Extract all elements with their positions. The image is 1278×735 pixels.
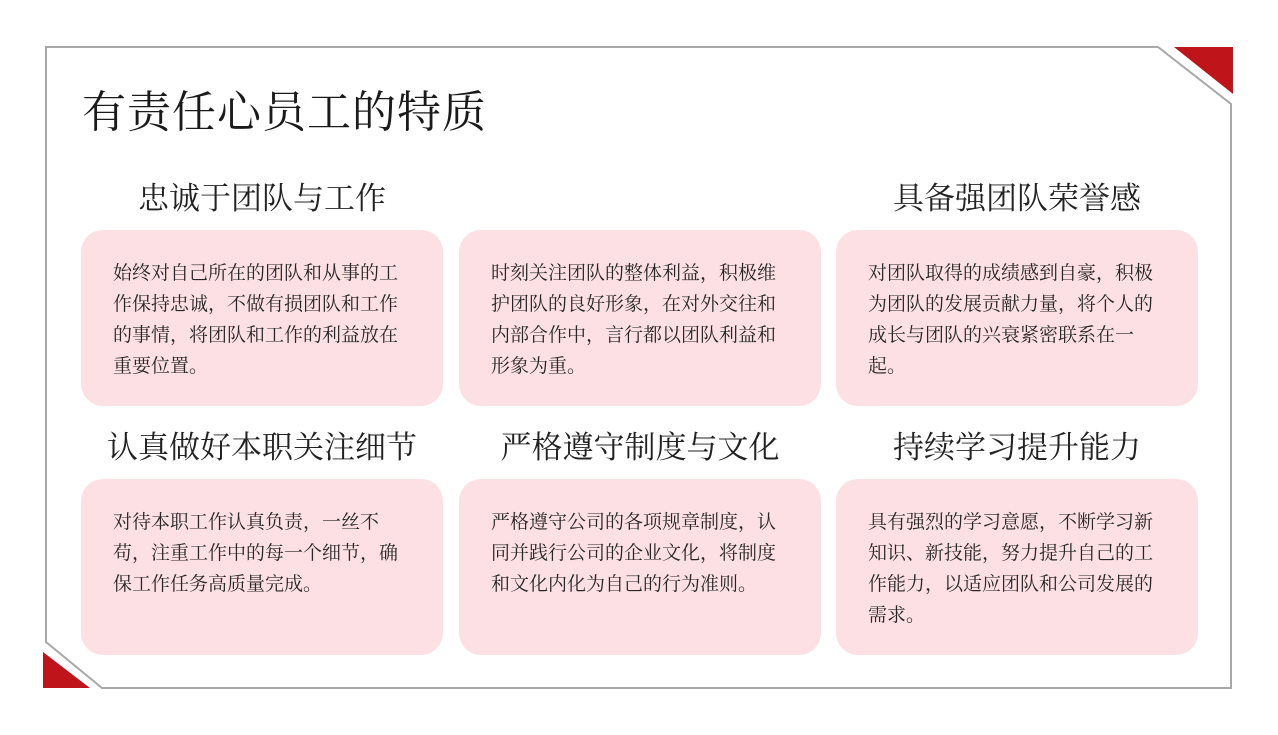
trait-text-compliance: 严格遵守公司的各项规章制度，认同并践行公司的企业文化，将制度和文化内化为自己的行为准则。 [491,511,777,595]
trait-card-compliance [459,479,821,655]
slide-title: 有责任心员工的特质 [82,87,487,138]
trait-card-diligence [81,479,443,655]
trait-heading-team-honor: 具备强团队荣誉感 [893,181,1141,217]
trait-card-loyalty [81,230,443,406]
trait-card-team-honor [836,230,1198,406]
trait-text-learning: 具有强烈的学习意愿，不断学习新知识、新技能，努力提升自己的工作能力，以适应团队和公司发展的需求。 [868,511,1154,626]
trait-card-learning [836,479,1198,655]
trait-heading-loyalty: 忠诚于团队与工作 [138,181,386,217]
trait-heading-compliance: 严格遵守制度与文化 [500,430,780,466]
trait-text-diligence: 对待本职工作认真负责，一丝不苟，注重工作中的每一个细节，确保工作任务高质量完成。 [113,511,399,595]
trait-text-loyalty: 始终对自己所在的团队和从事的工作保持忠诚，不做有损团队和工作的事情，将团队和工作的利益放在重要位置。 [113,262,399,377]
trait-heading-learning: 持续学习提升能力 [893,430,1141,466]
trait-text-team-interest: 时刻关注团队的整体利益，积极维护团队的良好形象，在对外交往和内部合作中，言行都以团队利益和形象为重。 [491,262,777,377]
trait-card-team-interest [459,230,821,406]
corner-accent-top-right [1174,47,1233,94]
corner-accent-bottom-left [43,652,90,688]
trait-heading-diligence: 认真做好本职关注细节 [107,430,417,466]
trait-text-team-honor: 对团队取得的成绩感到自豪，积极为团队的发展贡献力量，将个人的成长与团队的兴衰紧密联系在一起。 [868,262,1154,377]
